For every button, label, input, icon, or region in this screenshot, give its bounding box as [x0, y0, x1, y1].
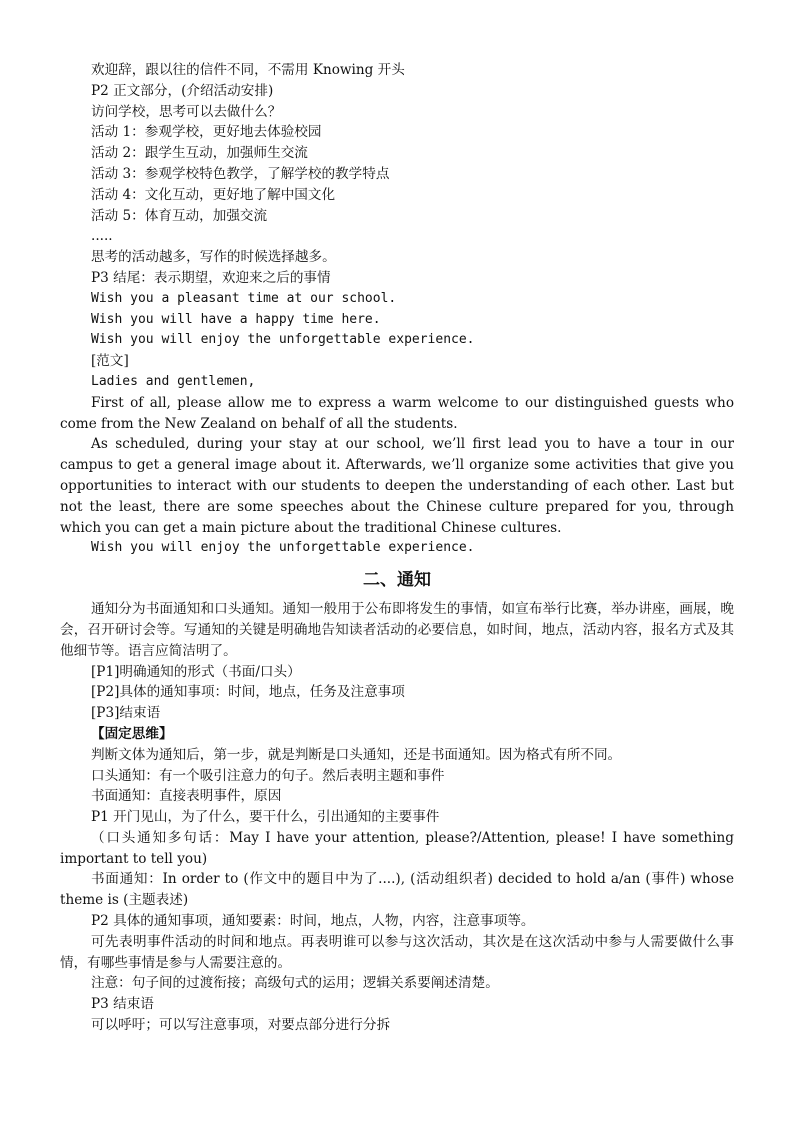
- fixed-thinking-label: 【固定思维】: [91, 725, 173, 742]
- text-line: 访问学校，思考可以去做什么？: [91, 103, 282, 120]
- sample-label: [范文]: [91, 353, 129, 370]
- text-line: 书面通知：直接表明事件，原因: [91, 788, 282, 805]
- activity-line: 活动 4：文化互动，更好地了解中国文化: [91, 186, 336, 203]
- notice-intro: 通知分为书面通知和口头通知。通知一般用于公布即将发生的事情，如宣布举行比赛，举办讲座，画展，晚会，召开研讨会等。写通知的关键是明确地告知读者活动的必要信息，如时间，地点，活动内容，报名方式及其他细节等。语言应简洁明了。: [60, 601, 734, 659]
- structure-line: [P1]明确通知的形式（书面/口头）: [91, 663, 301, 680]
- text-line: 欢迎辞，跟以往的信件不同，不需用 Knowing 开头: [91, 62, 405, 78]
- sample-closing: Wish you will enjoy the unforgettable experience.: [91, 540, 475, 556]
- structure-line: [P3]结束语: [91, 705, 161, 722]
- text-line: 判断文体为通知后，第一步，就是判断是口头通知，还是书面通知。因为格式有所不同。: [91, 746, 622, 763]
- section-heading: 二、通知: [363, 570, 431, 591]
- document-page: [60, 60, 734, 1036]
- wish-line: Wish you will enjoy the unforgettable experience.: [91, 332, 475, 348]
- activity-line: 活动 3：参观学校特色教学，了解学校的教学特点: [91, 165, 390, 182]
- sample-paragraph-2: As scheduled, during your stay at our school, we’ll first lead you to have a tour in our campus to get a general image about it. Afterwards, we’ll organize some activities that give you opportunities to interact with our students to deepen the understanding of each other. Last but not the least, there are some speeches about the Chinese culture prepared for you, through which you can get a main picture about the traditional Chinese cultures.: [60, 436, 734, 536]
- written-example: 书面通知：In order to (作文中的题目中为了....), (活动组织者) decided to hold a/an (事件) whose theme is (主题表述): [60, 871, 734, 909]
- sample-salutation: Ladies and gentlemen,: [91, 373, 256, 389]
- ellipsis-line: .....: [91, 228, 113, 245]
- activity-line: 活动 2：跟学生互动，加强师生交流: [91, 145, 308, 162]
- sample-paragraph-1: First of all, please allow me to express a warm welcome to our distinguished guests who come from the New Zealand on behalf of all the students.: [60, 394, 734, 432]
- activity-line: 活动 5：体育互动，加强交流: [91, 207, 268, 224]
- wish-line: Wish you will have a happy time here.: [91, 311, 381, 327]
- activity-line: 活动 1：参观学校，更好地去体验校园: [91, 124, 322, 141]
- wish-line: Wish you a pleasant time at our school.: [91, 290, 397, 306]
- text-line: P2 具体的通知事项，通知要素：时间，地点，人物，内容，注意事项等。: [91, 913, 535, 930]
- text-line: P1 开门见山，为了什么，要干什么，引出通知的主要事件: [91, 809, 440, 826]
- text-line: 口头通知：有一个吸引注意力的句子。然后表明主题和事件: [91, 767, 445, 784]
- text-line: P2 正文部分，(介绍活动安排): [91, 82, 274, 99]
- text-line: P3 结束语: [91, 996, 154, 1013]
- text-line: P3 结尾：表示期望，欢迎来之后的事情: [91, 269, 331, 286]
- structure-line: [P2]具体的通知事项：时间，地点，任务及注意事项: [91, 684, 405, 701]
- text-line: 思考的活动越多，写作的时候选择越多。: [91, 249, 336, 266]
- text-line: 可以呼吁；可以写注意事项，对要点部分进行分拆: [91, 1017, 391, 1034]
- oral-example: （口头通知多句话：May I have your attention, please?/Attention, please! I have something important to tell you): [60, 829, 734, 867]
- text-line: 注意：句子间的过渡衔接；高级句式的运用；逻辑关系要阐述清楚。: [91, 975, 499, 992]
- p2-detail: 可先表明事件活动的时间和地点。再表明谁可以参与这次活动，其次是在这次活动中参与人需要做什么事情，有哪些事情是参与人需要注意的。: [60, 933, 734, 971]
